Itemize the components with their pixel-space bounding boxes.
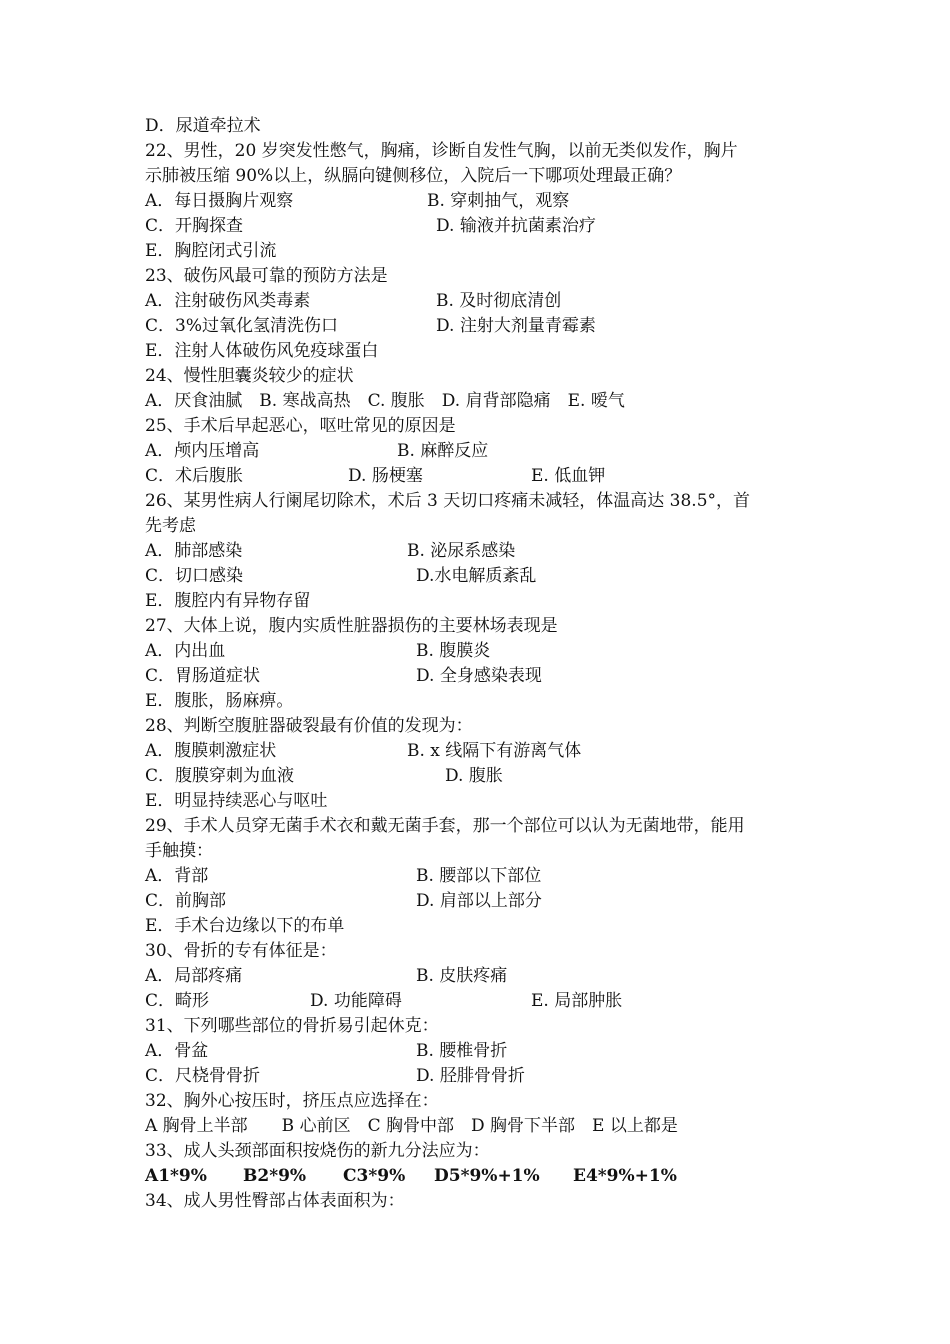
option: C．术后腹胀 (145, 466, 244, 486)
option: A．背部 (145, 866, 209, 886)
option: C．胃肠道症状 (145, 666, 261, 686)
option: B. 腰部以下部位 (416, 866, 542, 886)
question-text: 32、胸外心按压时，挤压点应选择在： (145, 1091, 439, 1111)
option: E．腹胀，肠麻痹。 (145, 691, 294, 711)
question-text: 34、成人男性臀部占体表面积为： (145, 1191, 405, 1211)
option: D5*9%+1% (434, 1166, 540, 1186)
option: C．畸形 (145, 991, 210, 1011)
option: E. 低血钾 (531, 466, 606, 486)
question-text: 22、男性，20 岁突发性憋气，胸痛，诊断自发性气胸，以前无类似发作，胸片 (145, 141, 738, 161)
option: C．切口感染 (145, 566, 244, 586)
option: C．尺桡骨骨折 (145, 1066, 261, 1086)
question-text: 先考虑 (145, 516, 196, 536)
question-text: 24、慢性胆囊炎较少的症状 (145, 366, 354, 386)
option: D. 功能障碍 (310, 991, 402, 1011)
question-text: 28、判断空腹脏器破裂最有价值的发现为： (145, 716, 473, 736)
option: C．3%过氧化氢清洗伤口 (145, 316, 338, 336)
option: A1*9% (145, 1166, 207, 1186)
question-text: 26、某男性病人行阑尾切除术，术后 3 天切口疼痛未减轻，体温高达 38.5°，首 (145, 491, 751, 511)
option: E. 局部肿胀 (531, 991, 623, 1011)
option: B. 腰椎骨折 (416, 1041, 508, 1061)
question-text: 手触摸： (145, 841, 213, 861)
option: E．注射人体破伤风免疫球蛋白 (145, 341, 379, 361)
option: A．颅内压增高 (145, 441, 260, 461)
option: D．尿道牵拉术 (145, 116, 261, 136)
option: A．骨盆 (145, 1041, 209, 1061)
question-text: 33、成人头颈部面积按烧伤的新九分法应为： (145, 1141, 490, 1161)
option: E．明显持续恶心与呕吐 (145, 791, 328, 811)
option: D.水电解质紊乱 (416, 566, 537, 586)
option: C．腹膜穿刺为血液 (145, 766, 295, 786)
option: E．手术台边缘以下的布单 (145, 916, 345, 936)
option: D. 肠梗塞 (348, 466, 423, 486)
option: B. 泌尿系感染 (407, 541, 516, 561)
option: B. 麻醉反应 (397, 441, 489, 461)
option: C．前胸部 (145, 891, 227, 911)
question-text: 27、大体上说，腹内实质性脏器损伤的主要林场表现是 (145, 616, 558, 636)
option: A．内出血 (145, 641, 226, 661)
option: B. x 线隔下有游离气体 (407, 741, 582, 761)
option: A．厌食油腻 B. 寒战高热 C. 腹胀 D. 肩背部隐痛 E. 嗳气 (145, 391, 625, 411)
option: E4*9%+1% (573, 1166, 677, 1186)
question-text: 示肺被压缩 90%以上，纵膈向键侧移位，入院后一下哪项处理最正确？ (145, 166, 682, 186)
option: E．腹腔内有异物存留 (145, 591, 311, 611)
option: B. 穿刺抽气，观察 (427, 191, 570, 211)
option: A．肺部感染 (145, 541, 243, 561)
question-text: 31、下列哪些部位的骨折易引起休克： (145, 1016, 439, 1036)
option: D. 全身感染表现 (416, 666, 542, 686)
question-text: 25、手术后早起恶心，呕吐常见的原因是 (145, 416, 456, 436)
option: D. 胫腓骨骨折 (416, 1066, 525, 1086)
option: B2*9% (243, 1166, 307, 1186)
option: E．胸腔闭式引流 (145, 241, 277, 261)
option: C3*9% (343, 1166, 406, 1186)
option: D. 输液并抗菌素治疗 (436, 216, 596, 236)
option: C．开胸探查 (145, 216, 244, 236)
question-text: 30、骨折的专有体征是： (145, 941, 337, 961)
question-text: 23、破伤风最可靠的预防方法是 (145, 266, 388, 286)
question-text: 29、手术人员穿无菌手术衣和戴无菌手套，那一个部位可以认为无菌地带，能用 (145, 816, 745, 836)
option: B. 皮肤疼痛 (416, 966, 508, 986)
option: A．每日摄胸片观察 (145, 191, 294, 211)
option: D. 腹胀 (445, 766, 503, 786)
option: B. 及时彻底清创 (436, 291, 562, 311)
option: D. 注射大剂量青霉素 (436, 316, 596, 336)
option: A．腹膜刺激症状 (145, 741, 277, 761)
option: A．注射破伤风类毒素 (145, 291, 311, 311)
option: A 胸骨上半部 B 心前区 C 胸骨中部 D 胸骨下半部 E 以上都是 (145, 1116, 678, 1136)
option: A．局部疼痛 (145, 966, 243, 986)
option: D. 肩部以上部分 (416, 891, 542, 911)
option: B. 腹膜炎 (416, 641, 491, 661)
